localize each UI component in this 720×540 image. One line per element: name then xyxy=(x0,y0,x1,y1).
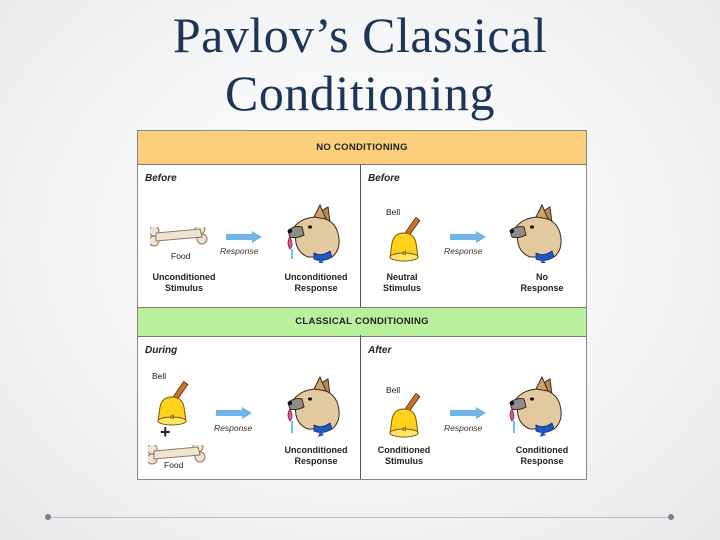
bell-label: Bell xyxy=(386,385,401,395)
salivating-dog-icon xyxy=(280,203,342,263)
food-bone-icon xyxy=(150,227,210,249)
phase-during: During xyxy=(145,345,178,356)
slide-title-line-2: Conditioning xyxy=(225,65,495,121)
bell-icon xyxy=(152,381,200,427)
neutral-stimulus-label: Neutral Stimulus xyxy=(382,272,421,293)
footer-dot-left xyxy=(45,514,51,520)
food-label: Food xyxy=(171,251,191,261)
salivating-dog-icon xyxy=(502,375,564,439)
bell-label: Bell xyxy=(152,371,167,381)
phase-after: After xyxy=(368,345,392,356)
bell-label: Bell xyxy=(386,207,401,217)
no-conditioning-band: NO CONDITIONING xyxy=(138,131,586,165)
conditioned-response-label: Conditioned Response xyxy=(515,445,569,466)
plus-sign: + xyxy=(160,422,171,442)
food-label: Food xyxy=(164,460,184,470)
phase-before-right: Before xyxy=(368,173,400,184)
unconditioned-response-label: Unconditioned Response xyxy=(284,272,348,293)
response-label: Response xyxy=(214,423,253,433)
conditioned-stimulus-label: Conditioned Stimulus xyxy=(377,445,431,466)
arrow-icon xyxy=(216,407,254,421)
slide-title-line-1: Pavlov’s Classical xyxy=(172,7,548,63)
classical-conditioning-band: CLASSICAL CONDITIONING xyxy=(138,307,586,337)
no-response-label: No Response xyxy=(520,272,564,293)
dog-icon xyxy=(502,203,564,263)
divider-top xyxy=(360,164,361,307)
unconditioned-response-label: Unconditioned Response xyxy=(284,445,348,466)
response-label: Response xyxy=(220,246,259,256)
response-label: Response xyxy=(444,423,483,433)
conditioning-diagram xyxy=(137,130,587,480)
arrow-icon xyxy=(450,407,488,421)
bell-icon xyxy=(384,217,432,263)
phase-before-left: Before xyxy=(145,173,177,184)
unconditioned-stimulus-label: Unconditioned Stimulus xyxy=(152,272,216,293)
arrow-icon xyxy=(450,231,488,245)
salivating-dog-icon xyxy=(280,375,342,439)
response-label: Response xyxy=(444,246,483,256)
divider-bottom xyxy=(360,335,361,479)
bell-icon xyxy=(384,393,432,439)
footer-rule xyxy=(48,517,672,518)
slide-title xyxy=(0,6,720,122)
footer-dot-right xyxy=(668,514,674,520)
arrow-icon xyxy=(226,231,264,245)
